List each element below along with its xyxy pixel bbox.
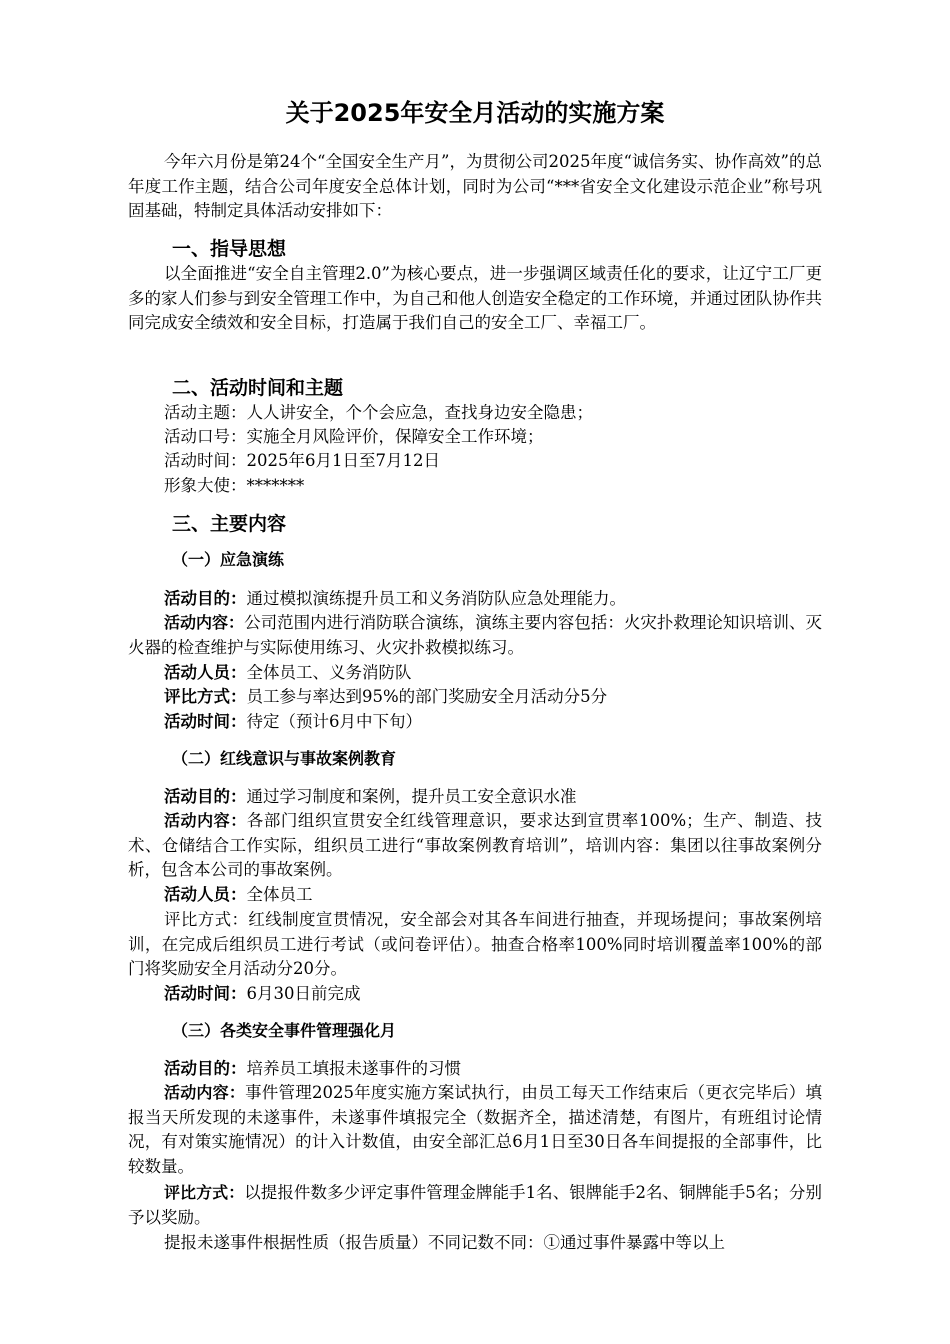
- section2-time-line: 活动时间：2025年6月1日至7月12日: [164, 451, 440, 470]
- section3-heading: 三、主要内容: [172, 513, 287, 535]
- sub3-heading: （三）各类安全事件管理强化月: [172, 1021, 397, 1040]
- sub1-heading: （一）应急演练: [172, 550, 285, 569]
- sub3-purpose: 活动目的：培养员工填报未遂事件的习惯: [164, 1059, 461, 1078]
- sub3-eval: 评比方式：以提报件数多少评定事件管理金牌能手1名、银牌能手2名、铜牌能手5名；分别予以奖励。: [128, 1183, 822, 1227]
- sub1-purpose: 活动目的：通过模拟演练提升员工和义务消防队应急处理能力。: [164, 589, 626, 608]
- sub2-eval: 评比方式：红线制度宣贯情况，安全部会对其各车间进行抽查，并现场提问；事故案例培训，在完成后组织员工进行考试（或问卷评估）。抽查合格率100%同时培训覆盖率100%的部门将奖励安全月活动分20分。: [128, 910, 822, 979]
- sub2-time: 活动时间：6月30日前完成: [164, 984, 361, 1003]
- document-title: 关于2025年安全月活动的实施方案: [285, 99, 665, 127]
- sub2-content: 活动内容：各部门组织宣贯安全红线管理意识，要求达到宣贯率100%；生产、制造、技术、仓储结合工作实际，组织员工进行“事故案例教育培训”，培训内容：集团以往事故案例分析，包含本公司的事故案例。: [128, 811, 822, 880]
- sub1-people: 活动人员：全体员工、义务消防队: [164, 663, 412, 682]
- sub2-heading: （二）红线意识与事故案例教育: [172, 749, 397, 768]
- intro-paragraph: 今年六月份是第24个“全国安全生产月”，为贯彻公司2025年度“诚信务实、协作高效”的总年度工作主题，结合公司年度安全总体计划，同时为公司“***省安全文化建设示范企业”称号巩固基础，特制定具体活动安排如下：: [128, 152, 822, 221]
- sub1-content: 活动内容：公司范围内进行消防联合演练，演练主要内容包括：火灾扑救理论知识培训、灭火器的检查维护与实际使用练习、火灾扑救模拟练习。: [128, 613, 822, 657]
- section2-slogan-line: 活动口号：实施全月风险评价，保障安全工作环境；: [164, 427, 544, 446]
- sub3-extra: 提报未遂事件根据性质（报告质量）不同记数不同：①通过事件暴露中等以上: [164, 1233, 725, 1252]
- sub1-eval: 评比方式：员工参与率达到95%的部门奖励安全月活动分5分: [164, 687, 608, 706]
- section2-ambassador-line: 形象大使：*******: [164, 476, 305, 495]
- section2-theme-line: 活动主题：人人讲安全，个个会应急，查找身边安全隐患；: [164, 403, 593, 422]
- section2-heading: 二、活动时间和主题: [172, 377, 344, 399]
- sub2-purpose: 活动目的：通过学习制度和案例，提升员工安全意识水准: [164, 787, 577, 806]
- sub2-people: 活动人员：全体员工: [164, 885, 313, 904]
- section1-heading: 一、指导思想: [172, 238, 287, 260]
- section1-body: 以全面推进“安全自主管理2.0”为核心要点，进一步强调区域责任化的要求，让辽宁工厂更多的家人们参与到安全管理工作中，为自己和他人创造安全稳定的工作环境，并通过团队协作共同完成安全绩效和安全目标，打造属于我们自己的安全工厂、幸福工厂。: [128, 264, 822, 333]
- sub1-time: 活动时间：待定（预计6月中下旬）: [164, 712, 422, 731]
- sub3-content: 活动内容：事件管理2025年度实施方案试执行，由员工每天工作结束后（更衣完毕后）填报当天所发现的未遂事件，未遂事件填报完全（数据齐全，描述清楚，有图片，有班组讨论情况，有对策实施情况）的计入计数值，由安全部汇总6月1日至30日各车间提报的全部事件，比较数量。: [128, 1083, 822, 1176]
